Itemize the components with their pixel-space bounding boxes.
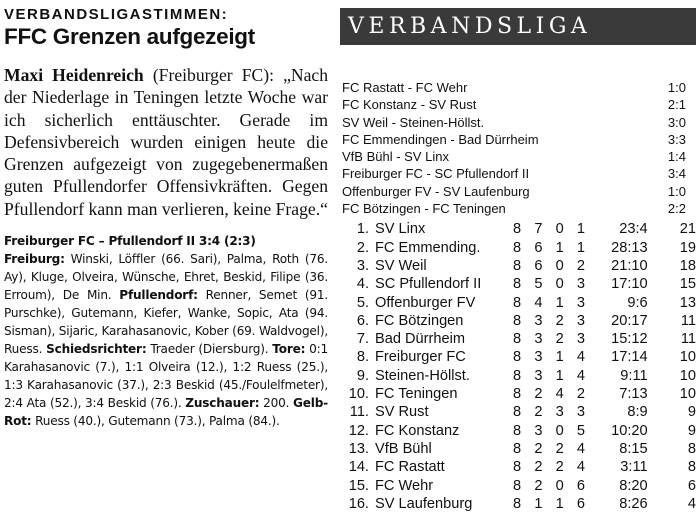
standings-rank: 13. <box>348 440 369 457</box>
standings-played: 8 <box>513 294 522 311</box>
standings-rank: 11. <box>349 404 369 421</box>
standings-rank: 10. <box>348 386 369 403</box>
standings-drawn: 0 <box>555 221 564 238</box>
team1-label: Freiburg: <box>4 252 65 267</box>
standings-row <box>340 477 696 495</box>
standings-won: 1 <box>534 495 543 512</box>
standings-team: Offenburger FV <box>375 294 476 311</box>
standings-row <box>340 495 696 513</box>
result-match: FC Rastatt - FC Wehr <box>342 80 468 95</box>
result-row <box>340 183 696 200</box>
standings-row <box>340 220 696 238</box>
standings-goals: 8:15 <box>619 440 648 457</box>
quote-paragraph <box>4 64 328 220</box>
result-match: FC Emmendingen - Bad Dürrheim <box>342 131 539 147</box>
standings-row <box>340 294 696 312</box>
standings-won: 6 <box>534 257 543 274</box>
standings-rank: 9. <box>356 367 369 384</box>
article-headline: FFC Grenzen aufgezeigt <box>4 24 255 49</box>
standings-points: 11 <box>680 312 696 329</box>
standings-points: 10 <box>679 367 696 384</box>
article-column <box>4 0 328 430</box>
standings-played: 8 <box>513 495 522 512</box>
standings-lost: 6 <box>576 477 585 494</box>
standings-rank: 15. <box>348 477 369 494</box>
redyellow-label: Gelb-Rot: <box>4 396 328 429</box>
match-header: Freiburger FC – Pfullendorf II 3:4 (2:3) <box>4 234 256 249</box>
standings-goals: 23:4 <box>619 221 648 238</box>
standings-drawn: 3 <box>555 404 564 421</box>
result-match: Offenburger FV - SV Laufenburg <box>342 183 530 199</box>
standings-lost: 3 <box>576 276 585 293</box>
result-row <box>340 131 696 148</box>
quote-speaker: Maxi Heidenreich <box>4 65 144 85</box>
standings-goals: 17:14 <box>611 349 648 366</box>
team2-label: Pfullendorf: <box>119 288 198 303</box>
result-row <box>340 165 696 182</box>
standings-won: 2 <box>534 440 543 457</box>
result-match: Freiburger FC - SC Pfullendorf II <box>342 166 530 182</box>
standings-drawn: 0 <box>555 276 564 293</box>
standings-points: 8 <box>687 440 696 457</box>
standings-won: 2 <box>534 404 543 421</box>
standings-team: Steinen-Höllst. <box>375 367 470 384</box>
standings-won: 6 <box>534 239 543 256</box>
match-report <box>4 232 328 430</box>
standings-team: SC Pfullendorf II <box>375 276 482 293</box>
result-match: SV Weil - Steinen-Höllst. <box>342 114 485 130</box>
result-row <box>340 114 696 131</box>
standings-drawn: 0 <box>555 477 564 494</box>
standings-won: 3 <box>534 349 543 366</box>
standings-goals: 9:11 <box>620 367 648 384</box>
results-list <box>340 79 696 217</box>
standings-lost: 3 <box>576 331 585 348</box>
result-score: 1:0 <box>667 80 686 95</box>
standings-row <box>340 257 696 275</box>
standings-drawn: 1 <box>555 239 564 256</box>
standings-lost: 6 <box>576 495 585 512</box>
standings-team: FC Wehr <box>375 477 434 494</box>
standings-rank: 4. <box>356 276 369 293</box>
standings-played: 8 <box>513 422 522 439</box>
standings-team: SV Laufenburg <box>375 495 473 512</box>
standings-played: 8 <box>513 312 522 329</box>
team1-lineup: Winski, Löffler (66. Sari), Palma, Roth (76. Ay), Kluge, Olveira, Wünsche, Ehret, Beskid, Filipe (36. Erroum), De Min. <box>4 252 328 303</box>
standings-won: 3 <box>534 422 543 439</box>
standings-points: 10 <box>679 386 696 403</box>
standings-rank: 2. <box>356 239 369 256</box>
standings-lost: 1 <box>576 221 585 238</box>
standings-lost: 5 <box>576 422 585 439</box>
standings-rank: 6. <box>356 312 369 329</box>
standings-team: FC Bötzingen <box>375 312 464 329</box>
standings-team: Bad Dürrheim <box>375 331 466 348</box>
standings-lost: 2 <box>576 257 585 274</box>
result-score: 3:3 <box>667 131 686 147</box>
standings-team: SV Rust <box>375 404 429 421</box>
league-column <box>340 0 696 513</box>
standings-points: 9 <box>687 422 696 439</box>
standings-lost: 1 <box>576 239 585 256</box>
standings-rank: 1. <box>356 221 369 238</box>
standings-won: 5 <box>534 276 543 293</box>
standings-drawn: 2 <box>555 312 564 329</box>
standings-goals: 10:20 <box>611 422 648 439</box>
standings-team: VfB Bühl <box>375 440 432 457</box>
result-row <box>340 96 696 113</box>
standings-row <box>340 239 696 257</box>
standings-goals: 3:11 <box>620 459 648 476</box>
standings-row <box>340 458 696 476</box>
standings-played: 8 <box>513 257 522 274</box>
standings-lost: 2 <box>576 386 585 403</box>
standings-points: 8 <box>687 459 696 476</box>
standings-won: 2 <box>534 386 543 403</box>
standings-rank: 8. <box>356 349 369 366</box>
standings-drawn: 1 <box>555 349 564 366</box>
standings-played: 8 <box>513 459 522 476</box>
result-score: 1:4 <box>667 149 686 165</box>
standings-won: 2 <box>534 459 543 476</box>
standings-row <box>340 275 696 293</box>
standings-row <box>340 403 696 421</box>
standings-team: SV Weil <box>375 257 427 274</box>
standings-points: 19 <box>679 239 696 256</box>
standings-rank: 5. <box>356 294 369 311</box>
redyellow-text: Ruess (40.), Gutemann (73.), Palma (84.). <box>31 414 280 429</box>
standings-drawn: 0 <box>555 257 564 274</box>
spectators-label: Zuschauer: <box>185 396 260 411</box>
result-match: FC Bötzingen - FC Teningen <box>342 201 506 217</box>
standings-played: 8 <box>513 221 522 238</box>
standings-rank: 12. <box>348 422 369 439</box>
standings-won: 3 <box>534 331 543 348</box>
standings-lost: 3 <box>576 312 585 329</box>
standings-rank: 14. <box>348 459 369 476</box>
standings-team: FC Konstanz <box>375 422 460 439</box>
result-score: 2:1 <box>667 97 686 113</box>
standings-row <box>340 312 696 330</box>
standings-row <box>340 385 696 403</box>
standings-goals: 8:9 <box>627 404 648 421</box>
standings-rank: 3. <box>356 257 369 274</box>
standings-table <box>340 220 696 513</box>
goals-label: Tore: <box>272 342 306 357</box>
result-score: 2:2 <box>667 201 686 217</box>
result-match: FC Konstanz - SV Rust <box>342 97 477 113</box>
standings-lost: 3 <box>576 404 585 421</box>
standings-lost: 4 <box>576 349 585 366</box>
standings-drawn: 2 <box>555 459 564 476</box>
standings-played: 8 <box>513 477 522 494</box>
result-match: VfB Bühl - SV Linx <box>342 149 449 165</box>
league-banner: VERBANDSLIGA <box>340 8 696 45</box>
standings-played: 8 <box>513 239 522 256</box>
standings-lost: 3 <box>576 294 585 311</box>
standings-played: 8 <box>513 386 522 403</box>
standings-row <box>340 330 696 348</box>
standings-lost: 4 <box>576 440 585 457</box>
standings-played: 8 <box>513 404 522 421</box>
referee-label: Schiedsrichter: <box>46 342 147 357</box>
standings-played: 8 <box>513 349 522 366</box>
standings-goals: 28:13 <box>611 239 648 256</box>
standings-team: FC Emmending. <box>375 239 481 256</box>
standings-drawn: 4 <box>555 386 564 403</box>
standings-played: 8 <box>513 331 522 348</box>
standings-lost: 4 <box>576 367 585 384</box>
standings-played: 8 <box>513 440 522 457</box>
result-row <box>340 200 696 217</box>
result-score: 3:4 <box>667 166 686 182</box>
standings-won: 3 <box>534 367 543 384</box>
standings-points: 6 <box>687 477 696 494</box>
standings-team: FC Rastatt <box>375 459 445 476</box>
standings-lost: 4 <box>576 459 585 476</box>
standings-row <box>340 422 696 440</box>
standings-drawn: 1 <box>555 367 564 384</box>
standings-goals: 8:26 <box>619 495 648 512</box>
article-kicker: VERBANDSLIGASTIMMEN: <box>4 6 229 23</box>
result-row <box>340 79 696 96</box>
standings-team: Freiburger FC <box>375 349 466 366</box>
referee-text: Traeder (Diersburg). <box>146 342 273 357</box>
standings-drawn: 1 <box>555 495 564 512</box>
result-score: 1:0 <box>667 183 686 199</box>
standings-points: 21 <box>679 221 696 238</box>
standings-points: 11 <box>680 331 696 348</box>
team2-lineup: Renner, Semet (91. Purschke), Gutemann, Kiefer, Wanke, Sopic, Ata (94. Sisman), Sijaric, Karahasanovic, Kober (69. Waldvogel), Ruess. <box>4 288 328 357</box>
standings-points: 9 <box>687 404 696 421</box>
standings-points: 18 <box>679 257 696 274</box>
result-row <box>340 148 696 165</box>
standings-goals: 8:20 <box>619 477 648 494</box>
standings-team: FC Teningen <box>375 386 458 403</box>
standings-drawn: 1 <box>555 294 564 311</box>
standings-points: 13 <box>679 294 696 311</box>
standings-row <box>340 367 696 385</box>
standings-drawn: 2 <box>555 440 564 457</box>
standings-rank: 7. <box>356 331 369 348</box>
standings-drawn: 2 <box>555 331 564 348</box>
standings-won: 3 <box>534 312 543 329</box>
standings-row <box>340 440 696 458</box>
standings-won: 2 <box>534 477 543 494</box>
standings-played: 8 <box>513 367 522 384</box>
standings-rank: 16. <box>348 495 369 512</box>
standings-goals: 17:10 <box>611 276 648 293</box>
standings-goals: 7:13 <box>619 386 648 403</box>
standings-row <box>340 348 696 366</box>
standings-played: 8 <box>513 276 522 293</box>
quote-text: (Freiburger FC): „Nach der Niederlage in Teningen letzte Woche war ich sicherlich enttäuschter. Gerade im Defensivbereich wurden einigen heute die Grenzen aufgezeigt von zugegebenermaßen guten Pfullendorfer Offensivkräften. Gegen Pfullendorf kann man verlieren, keine Frage.“ <box>4 65 328 219</box>
standings-won: 4 <box>534 294 543 311</box>
standings-points: 15 <box>679 276 696 293</box>
standings-points: 4 <box>687 495 696 512</box>
spectators-text: 200. <box>259 396 294 411</box>
standings-goals: 15:12 <box>611 331 648 348</box>
standings-goals: 21:10 <box>611 257 648 274</box>
result-score: 3:0 <box>667 114 686 130</box>
standings-won: 7 <box>534 221 543 238</box>
standings-goals: 20:17 <box>611 312 648 329</box>
standings-team: SV Linx <box>375 221 426 238</box>
goals-text: 0:1 Karahasanovic (7.), 1:1 Olveira (12.), 1:2 Ruess (25.), 1:3 Karahasanovic (37.), 2:3 Beskid (45./Foulelfmeter), 2:4 Ata (52.), 3:4 Beskid (76.). <box>4 342 328 411</box>
standings-goals: 9:6 <box>627 294 648 311</box>
standings-points: 10 <box>679 349 696 366</box>
standings-drawn: 0 <box>555 422 564 439</box>
